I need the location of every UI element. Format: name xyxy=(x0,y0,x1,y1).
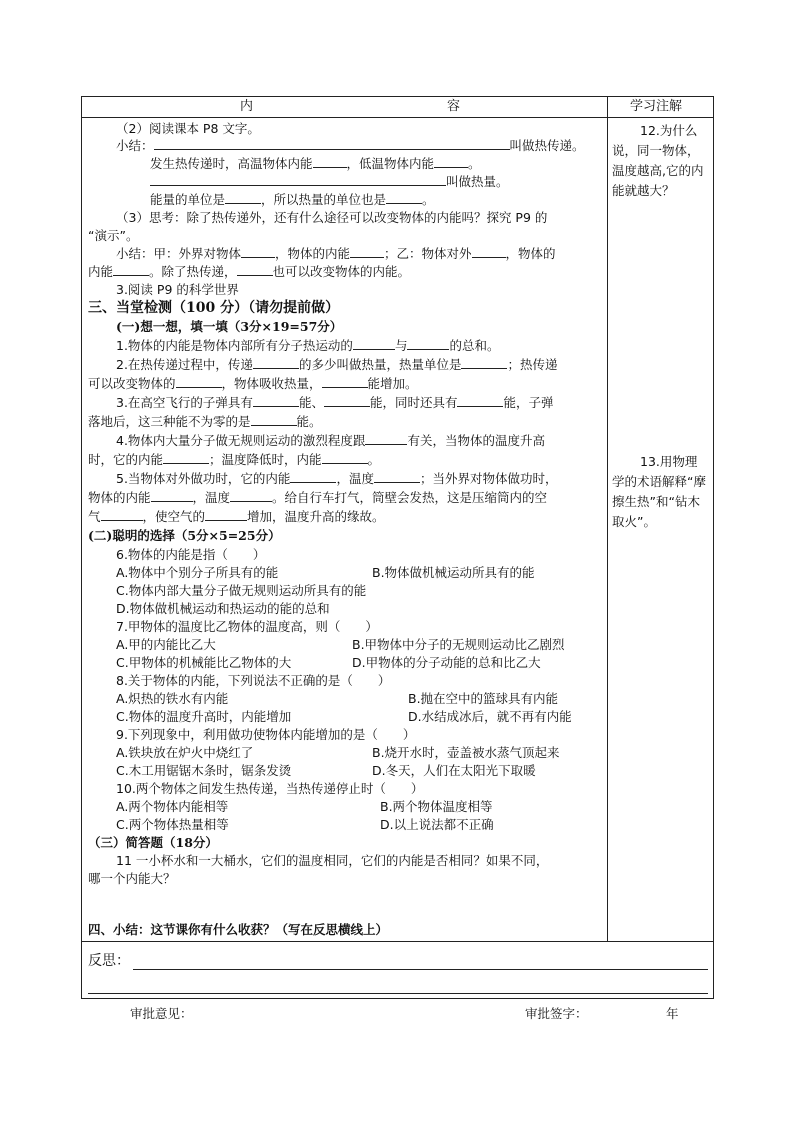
section-3c-title: （三）简答题（18分） xyxy=(88,835,218,850)
approval-signature: 审批签字： xyxy=(525,1006,588,1021)
q3-cont: 落地后，这三种能不为零的是 能。 xyxy=(88,414,322,429)
think-question-cont: “演示”。 xyxy=(88,228,139,243)
summary-jia-yi-cont: 内能 。除了热传递， 也可以改变物体的内能。 xyxy=(88,264,411,279)
reading-p8: （2）阅读课本 P8 文字。 xyxy=(116,121,260,136)
q6-option-d: D.物体做机械运动和热运动的能的总和 xyxy=(116,601,330,616)
q9-option-c: C.木工用锯锯木条时，锯条发烫 xyxy=(116,763,292,778)
section-4-title: 四、小结：这节课你有什么收获？（写在反思横线上） xyxy=(88,922,389,937)
section-3a-title: (一)想一想，填一填（3分×19=57分） xyxy=(116,319,343,334)
q6-option-c: C.物体内部大量分子做无规则运动所具有的能 xyxy=(116,583,367,598)
q8-option-c: C.物体的温度升高时，内能增加 xyxy=(116,709,292,724)
q10-option-a: A.两个物体内能相等 xyxy=(116,799,229,814)
summary-jia-yi: 小结：甲：外界对物体 ，物体的内能 ；乙：物体对外 ，物体的 xyxy=(116,246,556,261)
q8: 8.关于物体的内能，下列说法不正确的是（ ） xyxy=(116,673,391,688)
q7-option-d: D.甲物体的分子动能的总和比乙大 xyxy=(352,655,541,670)
q8-option-a: A.炽热的铁水有内能 xyxy=(116,691,229,706)
header-nei: 内 xyxy=(240,99,254,114)
q6: 6.物体的内能是指（ ） xyxy=(116,547,266,562)
q6-option-a: A.物体中个别分子所具有的能 xyxy=(116,565,279,580)
section-3b-title: (二)聪明的选择（5分×5=25分） xyxy=(88,528,281,543)
q7: 7.甲物体的温度比乙物体的温度高，则（ ） xyxy=(116,619,378,634)
approval-opinion: 审批意见： xyxy=(130,1006,193,1021)
header-notes: 学习注解 xyxy=(630,99,683,114)
q10-option-d: D.以上说法都不正确 xyxy=(380,817,494,832)
section-3-title: 三、当堂检测（100 分）（请勿提前做） xyxy=(88,300,340,316)
q4-cont: 时，它的内能 ；温度降低时，内能 。 xyxy=(88,452,381,467)
approval-year: 年 xyxy=(666,1006,679,1021)
reflection-line-2[interactable] xyxy=(88,993,708,994)
header-rong: 容 xyxy=(447,99,461,114)
q5-cont: 物体的内能 ，温度 。给自行车打气，筒壁会发热，这是压缩筒内的空 xyxy=(88,490,548,505)
q5-cont-2: 气 ，使空气的 增加，温度升高的缘故。 xyxy=(88,509,385,524)
column-divider xyxy=(607,96,608,941)
q10: 10.两个物体之间发生热传递，当热传递停止时（ ） xyxy=(116,781,424,796)
header-divider xyxy=(81,117,714,118)
summary-line-1: 小结： 叫做热传递。 xyxy=(116,138,585,153)
q5: 5.当物体对外做功时，它的内能 ，温度 ；当外界对物体做功时， xyxy=(116,471,558,486)
q11: 11 一小杯水和一大桶水，它们的温度相同，它们的内能是否相同？如果不同， xyxy=(116,853,549,868)
q7-option-a: A.甲的内能比乙大 xyxy=(116,637,216,652)
q6-option-b: B.物体做机械运动所具有的能 xyxy=(372,565,535,580)
reflection-label: 反思： xyxy=(88,953,130,969)
q9-option-b: B.烧开水时，壶盖被水蒸气顶起来 xyxy=(372,745,560,760)
q7-option-c: C.甲物体的机械能比乙物体的大 xyxy=(116,655,292,670)
q1: 1.物体的内能是物体内部所有分子热运动的 与 的总和。 xyxy=(116,338,500,353)
note-12: 12.为什么说，同一物体，温度越高,它的内能就越大？ xyxy=(612,123,704,198)
q7-option-b: B.甲物体中分子的无规则运动比乙剧烈 xyxy=(352,637,565,652)
q10-option-b: B.两个物体温度相等 xyxy=(380,799,493,814)
q9-option-a: A.铁块放在炉火中烧红了 xyxy=(116,745,254,760)
q3: 3.在高空飞行的子弹具有 能、 能，同时还具有 能，子弹 xyxy=(116,395,554,410)
q9-option-d: D.冬天，人们在太阳光下取暖 xyxy=(372,763,536,778)
q8-option-b: B.抛在空中的篮球具有内能 xyxy=(408,691,559,706)
summary-line-4: 能量的单位是 ，所以热量的单位也是 。 xyxy=(150,192,435,207)
q2: 2.在热传递过程中，传递 的多少叫做热量，热量单位是 ；热传递 xyxy=(116,357,558,372)
q4: 4.物体内大量分子做无规则运动的激烈程度跟 有关，当物体的温度升高 xyxy=(116,433,545,448)
summary-line-2: 发生热传递时，高温物体内能 ，低温物体内能 。 xyxy=(150,156,481,171)
reflection-divider xyxy=(81,941,714,942)
q8-option-d: D.水结成冰后，就不再有内能 xyxy=(408,709,572,724)
think-question: （3）思考：除了热传递外，还有什么途径可以改变物体的内能吗？探究 P9 的 xyxy=(116,210,548,225)
summary-line-3: 叫做热量。 xyxy=(150,173,509,191)
q2-cont: 可以改变物体的 ，物体吸收热量， 能增加。 xyxy=(88,376,418,391)
reflection-line-1[interactable] xyxy=(133,969,708,970)
note-13: 13.用物理学的术语解释“摩擦生热”和“钻木取火”。 xyxy=(612,454,706,529)
q9: 9.下列现象中，利用做功使物体内能增加的是（ ） xyxy=(116,727,416,742)
q11-cont: 哪一个内能大？ xyxy=(88,871,176,886)
q10-option-c: C.两个物体热量相等 xyxy=(116,817,229,832)
reading-p9: 3.阅读 P9 的科学世界 xyxy=(116,282,239,297)
